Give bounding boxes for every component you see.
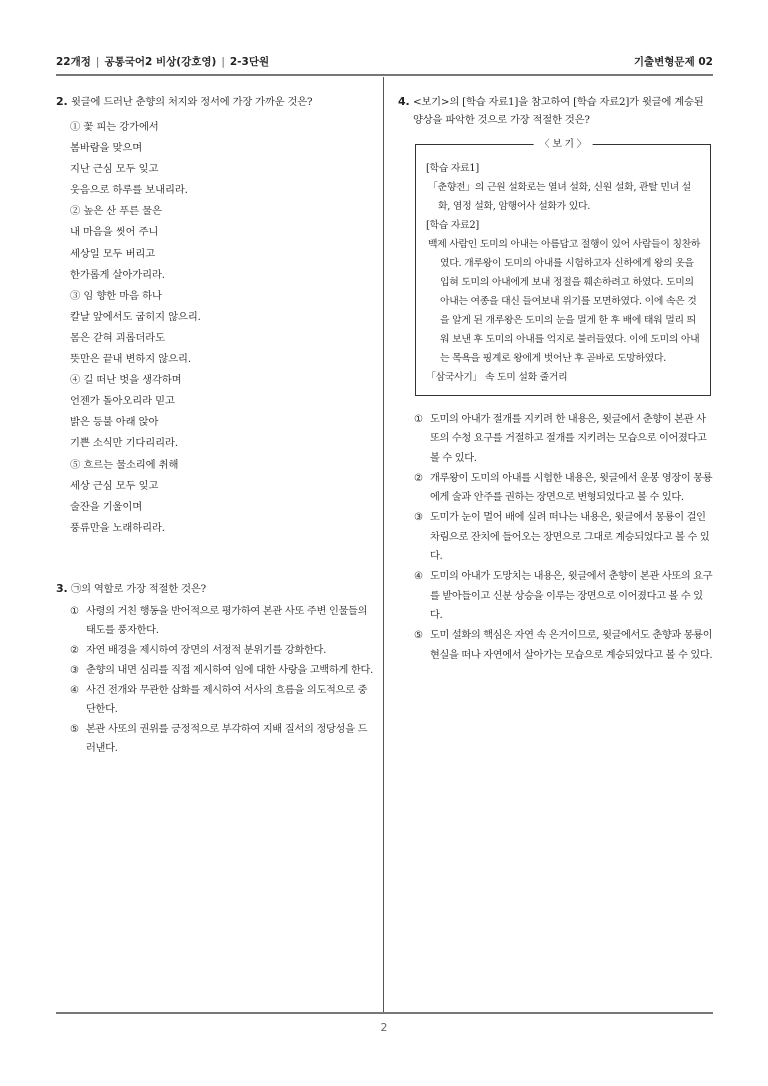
option-marker: ③ <box>414 512 423 524</box>
option-marker: ① <box>70 606 79 617</box>
question-text: ㉠의 역할로 가장 적절한 것은? <box>71 583 206 595</box>
header-curriculum: 22개정 <box>56 56 91 68</box>
poem-line: ③ 임 향한 마음 하나 <box>70 289 162 302</box>
left-column <box>56 93 374 754</box>
poem-line: 웃음으로 하루를 보내리라. <box>70 184 188 197</box>
study-material-2-source: 「삼국사기」 속 도미 설화 줄거리 <box>426 372 568 383</box>
page-number: 2 <box>380 1021 388 1034</box>
question-3 <box>56 580 374 759</box>
bogi-box-title: 〈 보 기 〉 <box>534 137 593 152</box>
column-divider <box>383 77 384 1012</box>
right-column <box>398 93 714 666</box>
poem-line: 풍류만을 노래하리라. <box>70 521 165 534</box>
question-text: <보기>의 [학습 자료1]을 참고하여 [학습 자료2]가 윗글에 계승된 양상을 파악한 것으로 가장 적절한 것은? <box>413 96 704 126</box>
poem-line: 칼날 앞에서도 굽히지 않으리. <box>70 310 201 323</box>
question-number: 3. <box>56 582 68 595</box>
answer-option-1[interactable] <box>70 602 374 640</box>
answer-option-4[interactable] <box>414 567 714 625</box>
answer-option-2[interactable] <box>70 641 374 660</box>
poem-line: 한가롭게 살아가리라. <box>70 268 165 281</box>
question-text: 윗글에 드러난 춘향의 처지와 정서에 가장 가까운 것은? <box>71 96 313 108</box>
poem-line: 밝은 등불 아래 앉아 <box>70 416 159 429</box>
poem-line: 뜻만은 끝내 변하지 않으리. <box>70 353 192 366</box>
poem-line: 봄바람을 맞으며 <box>70 142 143 155</box>
answer-option-2[interactable] <box>414 469 714 508</box>
option-text: 도미의 아내가 절개를 지키려 한 내용은, 윗글에서 춘향이 본관 사또의 수청 요구를 거절하고 절개를 지키려는 모습으로 이어졌다고 볼 수 있다. <box>430 414 707 464</box>
option-text: 사건 전개와 무관한 삽화를 제시하여 서사의 흐름을 의도적으로 중단한다. <box>86 685 368 715</box>
poem-options <box>56 117 374 539</box>
header-separator: | <box>95 56 100 68</box>
study-material-2-text: 백제 사람인 도미의 아내는 아름답고 절행이 있어 사람들이 칭찬하였다. 개루왕이 도미의 아내를 시험하고자 신하에게 왕의 옷을 입혀 도미의 아내에게 보내 정절을 훼손하려고 하였다. 도미의 아내는 여종을 대신 들여보내 위기를 모면하였다. 이에 속은 것을 알게 된 개루왕은 도미의 눈을 멀게 한 후 배에 태워 멀리 띄워 보낸 후 도미의 아내를 억지로 불러들였다. 이에 도미의 아내는 목욕을 핑계로 왕에게 벗어난 후 곧바로 도망하였다. <box>428 239 701 364</box>
question-4-prompt <box>398 93 714 129</box>
option-text: 춘향의 내면 심리를 직접 제시하여 임에 대한 사랑을 고백하게 한다. <box>86 665 373 676</box>
poem-line: 지난 근심 모두 잊고 <box>70 163 159 176</box>
answer-option-3[interactable] <box>414 508 714 566</box>
footer-rule <box>56 1012 713 1014</box>
bogi-box <box>415 139 711 396</box>
answer-option-1[interactable] <box>414 410 714 468</box>
option-marker: ③ <box>70 665 79 676</box>
header-textbook: 공통국어2 비상(강호영) <box>104 56 217 68</box>
poem-line: ⑤ 흐르는 물소리에 취해 <box>70 458 179 471</box>
header-separator: | <box>221 56 225 68</box>
question-3-prompt <box>56 580 374 598</box>
study-material-1-text: 「춘향전」의 근원 설화로는 열녀 설화, 신원 설화, 관탈 민녀 설화, 염정 설화, 암행어사 설화가 있다. <box>428 182 691 212</box>
answer-option-4[interactable] <box>70 681 374 719</box>
poem-line: 몸은 갇혀 괴롭더라도 <box>70 331 165 344</box>
answer-option-5[interactable] <box>414 626 714 665</box>
study-material-2-label: [학습 자료2] <box>426 220 479 231</box>
header-title: 기출변형문제 02 <box>633 56 713 68</box>
question-number: 4. <box>398 95 410 108</box>
option-text: 자연 배경을 제시하여 장면의 서정적 분위기를 강화한다. <box>86 645 327 656</box>
header-unit: 2-3단원 <box>229 56 270 68</box>
poem-line: 세상일 모두 버리고 <box>70 247 156 260</box>
option-text: 사령의 거친 행동을 반어적으로 평가하여 본관 사또 주변 인물들의 태도를 풍자한다. <box>86 606 368 636</box>
option-marker: ④ <box>70 685 79 696</box>
option-text: 도미의 아내가 도망치는 내용은, 윗글에서 춘향이 본관 사또의 요구를 받아들이고 신분 상승을 이루는 장면으로 이어졌다고 볼 수 있다. <box>430 571 713 621</box>
page-header <box>56 52 713 74</box>
answer-options <box>398 410 714 665</box>
poem-line: 술잔을 기울이며 <box>70 500 143 513</box>
answer-options <box>56 602 374 758</box>
question-2-prompt <box>56 93 374 111</box>
option-text: 도미 설화의 핵심은 자연 속 은거이므로, 윗글에서도 춘향과 몽룡이 현실을 떠나 자연에서 살아가는 모습으로 계승되었다고 볼 수 있다. <box>430 630 713 661</box>
poem-line: 내 마음을 씻어 주니 <box>70 226 159 239</box>
study-material-1-label: [학습 자료1] <box>426 163 479 174</box>
answer-option-3[interactable] <box>70 661 374 680</box>
option-marker: ⑤ <box>414 630 423 642</box>
question-2 <box>56 93 374 539</box>
option-marker: ② <box>414 472 423 484</box>
option-marker: ④ <box>414 571 423 583</box>
poem-line: ④ 길 떠난 벗을 생각하며 <box>70 374 182 387</box>
question-4 <box>398 93 714 665</box>
option-marker: ① <box>414 414 423 425</box>
header-rule <box>56 74 713 76</box>
poem-line: ① 꽃 피는 강가에서 <box>70 121 159 133</box>
option-text: 개루왕이 도미의 아내를 시험한 내용은, 윗글에서 운봉 영장이 몽룡에게 술과 안주를 권하는 장면으로 변형되었다고 볼 수 있다. <box>430 472 713 504</box>
option-text: 도미가 눈이 멀어 배에 실려 떠나는 내용은, 윗글에서 몽룡이 걸인 차림으로 잔치에 들어오는 장면으로 그대로 계승되었다고 볼 수 있다. <box>430 512 710 563</box>
poem-line: ② 높은 산 푸른 물은 <box>70 205 162 218</box>
question-number: 2. <box>56 95 68 108</box>
option-marker: ⑤ <box>70 724 79 735</box>
header-course-info <box>56 54 269 69</box>
option-marker: ② <box>70 645 79 656</box>
answer-option-5[interactable] <box>70 720 374 758</box>
option-text: 본관 사또의 권위를 긍정적으로 부각하여 지배 질서의 정당성을 드러낸다. <box>86 724 368 754</box>
poem-line: 언젠가 돌아오리라 믿고 <box>70 395 175 408</box>
poem-line: 기쁜 소식만 기다리리라. <box>70 437 178 450</box>
poem-line: 세상 근심 모두 잊고 <box>70 479 159 492</box>
